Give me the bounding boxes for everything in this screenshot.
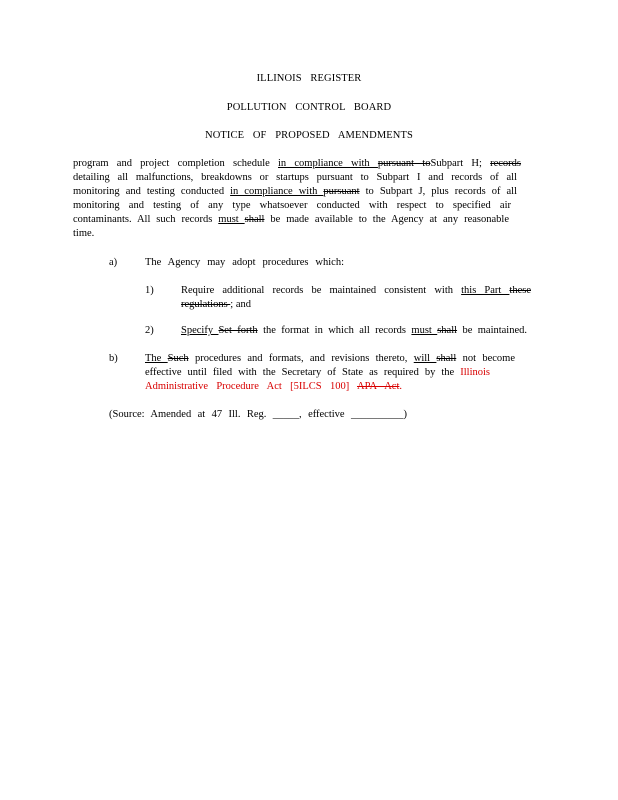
intro-line-1: [73, 158, 521, 169]
inserted-text: The: [145, 353, 168, 364]
header-board: POLLUTION CONTROL BOARD: [226, 102, 392, 113]
deleted-text: shall: [437, 325, 458, 336]
intro-line-4: monitoring and testing of any type whatsoever conducted with respect to specified air: [73, 200, 511, 211]
deleted-text: pursuant: [323, 186, 360, 197]
item-b-line-3: [145, 381, 402, 392]
deleted-text: Set forth: [218, 325, 258, 336]
sub-text: Require additional records be maintained consistent with: [181, 285, 462, 296]
item-b-line-2: [145, 367, 490, 378]
deleted-text: these: [509, 285, 531, 296]
intro-line-3: [73, 186, 517, 197]
intro-text: Subpart H;: [430, 158, 491, 169]
sub-1-line-2: [181, 299, 251, 310]
inserted-citation-text: Administrative Procedure Act [5ILCS 100]: [145, 381, 357, 392]
item-text: not become: [456, 353, 515, 364]
intro-text: monitoring and testing conducted: [73, 186, 231, 197]
header-notice: NOTICE OF PROPOSED AMENDMENTS: [205, 130, 413, 141]
inserted-text: in compliance with: [230, 186, 324, 197]
item-b-line-1: [145, 353, 515, 364]
deleted-text: pursuant to: [377, 158, 431, 169]
intro-line-2: detailing all malfunctions, breakdowns or startups pursuant to Subpart I and records of all: [73, 172, 517, 183]
sub-1-label: 1): [145, 285, 154, 296]
sub-2-label: 2): [145, 325, 154, 336]
intro-text: to Subpart J, plus records of all: [359, 186, 517, 197]
inserted-text: will: [413, 353, 437, 364]
header-title: ILLINOIS REGISTER: [256, 73, 362, 84]
item-b-label: b): [109, 353, 118, 364]
sub-2-line-1: [181, 325, 527, 336]
inserted-text: Specify: [181, 325, 219, 336]
deleted-text: regulations: [181, 299, 231, 310]
source-note: (Source: Amended at 47 Ill. Reg. _____, effective __________): [109, 409, 407, 420]
deleted-text: APA Act: [356, 381, 400, 392]
deleted-text: records: [490, 158, 522, 169]
intro-text: program and project completion schedule: [73, 158, 278, 169]
intro-line-5: [73, 214, 509, 225]
item-text: .: [399, 381, 402, 392]
inserted-text: must: [218, 214, 245, 225]
deleted-text: shall: [244, 214, 265, 225]
item-a-text: The Agency may adopt procedures which:: [145, 257, 344, 268]
intro-text: be made available to the Agency at any reasonable: [264, 214, 509, 225]
inserted-citation-text: Illinois: [460, 367, 490, 378]
inserted-text: this Part: [461, 285, 510, 296]
item-text: procedures and formats, and revisions thereto,: [188, 353, 414, 364]
sub-text: ; and: [230, 299, 251, 310]
inserted-text: must: [411, 325, 438, 336]
deleted-text: Such: [167, 353, 189, 364]
sub-1-line-1: [181, 285, 531, 296]
sub-text: the format in which all records: [257, 325, 412, 336]
intro-line-6: time.: [73, 228, 95, 239]
sub-text: be maintained.: [457, 325, 528, 336]
item-text: effective until filed with the Secretary of State as required by the: [145, 367, 461, 378]
deleted-text: shall: [436, 353, 457, 364]
item-a-label: a): [109, 257, 118, 268]
intro-text: contaminants. All such records: [73, 214, 219, 225]
inserted-text: in compliance with: [278, 158, 378, 169]
